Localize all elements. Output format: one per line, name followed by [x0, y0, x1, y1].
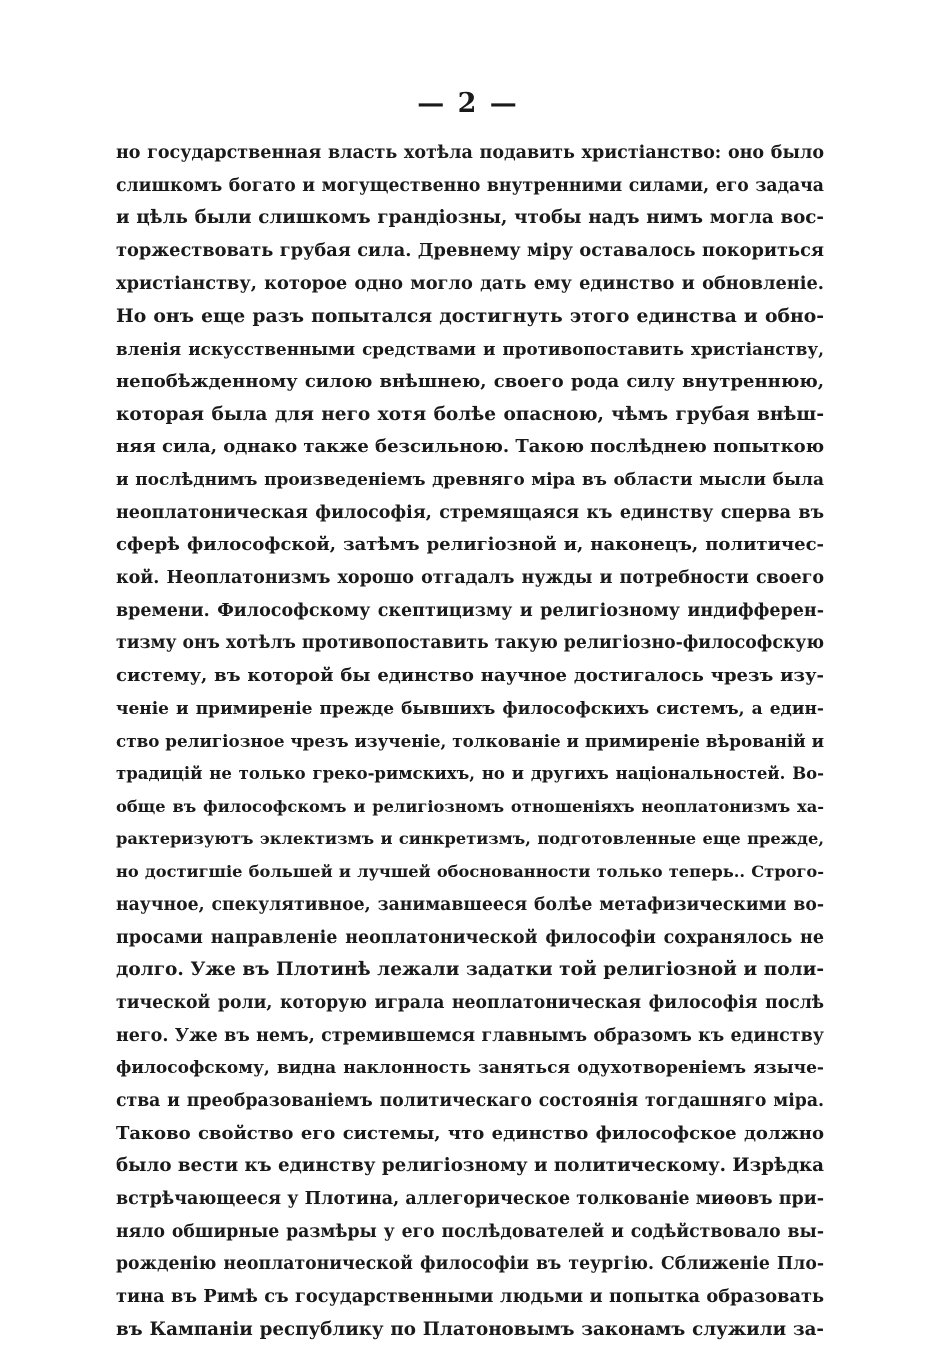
- page-number: — 2 —: [417, 88, 519, 119]
- text-line: времени. Философскому скептицизму и религіозному индифферен-: [116, 600, 824, 621]
- text-line: няя сила, однако также безсильною. Такою послѣднею попыткою: [116, 436, 825, 458]
- text-line: него. Уже въ немъ, стремившемся главнымъ образомъ къ единству: [116, 1025, 824, 1046]
- text-line: традицій не только греко-римскихъ, но и другихъ національностей. Во-: [116, 764, 824, 784]
- text-line: ства и преобразованіемъ политическаго состоянія тогдашняго міра.: [116, 1090, 824, 1111]
- text-line: няло обширные размѣры у его послѣдователей и содѣйствовало вы-: [116, 1221, 824, 1242]
- text-line: долго. Уже въ Плотинѣ лежали задатки той религіозной и поли-: [116, 959, 824, 981]
- text-line: ченіе и примиреніе прежде бывшихъ философскихъ системъ, а един-: [116, 698, 824, 719]
- text-line: непобѣжденному силою внѣшнею, своего рода силу внутреннюю,: [116, 370, 824, 392]
- text-line: но государственная власть хотѣла подавить христіанство: оно было: [116, 143, 824, 163]
- text-line: тизму онъ хотѣлъ противопоставить такую религіозно-философскую: [116, 633, 825, 654]
- text-line: встрѣчающееся у Плотина, аллегорическое толкованіе миѳовъ при-: [116, 1189, 824, 1209]
- text-line: въ Кампаніи республику по Платоновымъ законамъ служили за-: [116, 1318, 824, 1340]
- text-line: христіанству, которое одно могло дать ему единство и обновленіе.: [116, 272, 824, 294]
- text-line: ство религіозное чрезъ изученіе, толкованіе и примиреніе вѣрованій и: [116, 731, 824, 752]
- text-line: которая была для него хотя болѣе опасною, чѣмъ грубая внѣш-: [116, 403, 824, 425]
- body-text: [116, 137, 824, 1346]
- text-line: но достигшіе большей и лучшей обоснованности только теперь.. Строго-: [116, 862, 824, 882]
- text-line: Но онъ еще разъ попытался достигнуть этого единства и обно-: [116, 305, 824, 328]
- text-line: торжествовать грубая сила. Древнему міру оставалось покориться: [116, 240, 824, 262]
- text-line: слишкомъ богато и могущественно внутренними силами, его задача: [116, 175, 824, 196]
- text-line: научное, спекулятивное, занимавшееся болѣе метафизическими во-: [116, 894, 824, 915]
- text-line: философскому, видна наклонность заняться одухотвореніемъ языче-: [116, 1058, 824, 1079]
- text-line: и послѣднимъ произведеніемъ древняго міра въ области мысли была: [116, 469, 824, 490]
- text-line: было вести къ единству религіозному и политическому. Изрѣдка: [116, 1155, 824, 1177]
- text-line: рожденію неоплатонической философіи въ теургію. Сближеніе Пло-: [116, 1254, 824, 1275]
- text-line: Таково свойство его системы, что единство философское должно: [116, 1122, 824, 1144]
- text-line: неоплатоническая философія, стремящаяся къ единству сперва въ: [116, 502, 824, 523]
- text-line: вленія искусственными средствами и противопоставить христіанству,: [116, 339, 824, 360]
- text-line: обще въ философскомъ и религіозномъ отношеніяхъ неоплатонизмъ ха-: [116, 796, 824, 816]
- text-line: кой. Неоплатонизмъ хорошо отгадалъ нужды и потребности своего: [116, 567, 824, 588]
- text-line: систему, въ которой бы единство научное достигалось чрезъ изу-: [116, 665, 824, 686]
- text-line: тической роли, которую играла неоплатоническая философія послѣ: [116, 992, 824, 1013]
- text-line: сферѣ философской, затѣмъ религіозной и, наконецъ, политичес-: [116, 534, 824, 556]
- text-line: тина въ Римѣ съ государственными людьми и попытка образовать: [116, 1286, 824, 1308]
- text-line: и цѣль были слишкомъ грандіозны, чтобы надъ нимъ могла вос-: [116, 207, 824, 229]
- text-line: рактеризуютъ эклектизмъ и синкретизмъ, подготовленные еще прежде,: [116, 829, 824, 849]
- text-line: просами направленіе неоплатонической философіи сохранялось не: [116, 927, 824, 948]
